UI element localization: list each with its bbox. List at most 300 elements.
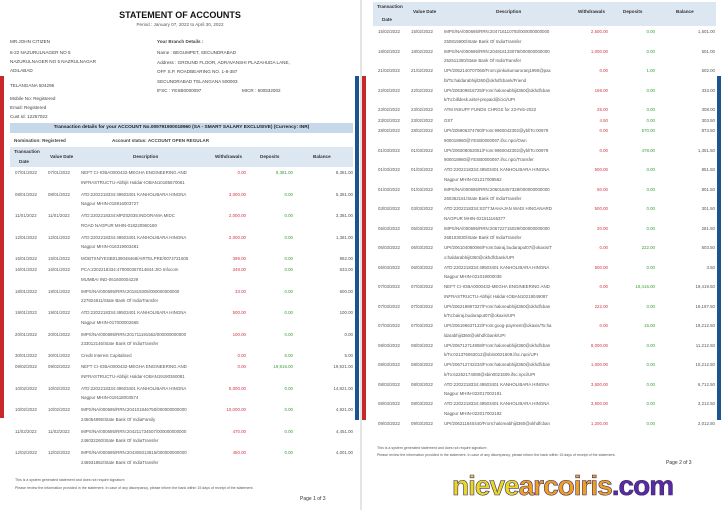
col-header-date-line2: Date	[19, 159, 29, 164]
withdrawal-amount: 20.00	[597, 225, 608, 231]
branch-line: OFF S.P. ROADBEARING NO. 1-8-387	[157, 69, 238, 74]
balance-amount: 851.50	[701, 167, 715, 172]
description-line: NEFT Cr-IOBA0000432-MEGHA ENGINEERING AND	[81, 170, 187, 175]
withdrawal-amount: 222.00	[594, 303, 608, 309]
value-date: 20/01/2022	[48, 331, 70, 337]
withdrawal-amount: 470.00	[232, 428, 246, 434]
deposit-amount: 222.00	[641, 245, 655, 250]
balance-amount: 308.00	[701, 107, 715, 112]
table-row	[0, 450, 360, 472]
table-header	[10, 147, 353, 167]
withdrawal-amount: 0.00	[599, 245, 608, 250]
txn-date: 10/02/2022	[15, 385, 37, 391]
withdrawal-amount: 500.00	[594, 167, 608, 172]
table-row	[362, 284, 722, 304]
txn-date: 18/01/2022	[15, 288, 37, 294]
table-row	[362, 245, 722, 265]
footer-note: This is a system generated statement and does not require signature.	[15, 478, 126, 482]
customer-line: ADILABAD	[10, 68, 33, 73]
table-row	[0, 170, 360, 192]
withdrawal-amount: 8,000.00	[590, 342, 608, 348]
col-header-value-date: Value Date	[413, 9, 437, 14]
description-line: Nagpur MHIN-021019000035	[444, 274, 502, 279]
description-line: k/To:bairaj.budaraput07@okaxis/UPI	[444, 313, 516, 318]
description-line: 900018960@YESB0000097.ifsc.npci/Own	[444, 137, 527, 143]
value-date: 09/02/2022	[48, 364, 70, 369]
value-date: 18/02/2022	[411, 48, 433, 54]
balance-amount: 10,212.50	[695, 362, 715, 367]
value-date: 01/03/2022	[411, 167, 433, 172]
deposit-amount: 0.00	[284, 213, 293, 218]
description-line: UPI/205309816725/From:haloreabhijit360@okhdfcban	[444, 87, 551, 93]
description-line: ATD:2202218334:49503401 KANHOLIBARA HINGNA	[444, 167, 550, 172]
txn-date: 15/01/2022	[15, 256, 37, 261]
txn-date: 09/02/2022	[15, 364, 37, 369]
value-date: 10/02/2022	[48, 385, 70, 391]
value-date: 12/01/2022	[48, 234, 70, 240]
balance-amount: 4,001.00	[335, 450, 353, 455]
col-header-description: Description	[496, 9, 522, 14]
description-line: ldarabhijit360@okhdfcbank/UPI	[444, 332, 506, 338]
withdrawal-amount: 2,000.00	[228, 234, 246, 240]
table-row	[362, 29, 722, 49]
balance-amount: 1,351.50	[697, 147, 715, 153]
deposit-amount: 0.00	[646, 362, 655, 367]
txn-date: 11/01/2022	[15, 213, 37, 218]
withdrawal-amount: 4.50	[599, 117, 608, 123]
value-date: 05/03/2022	[411, 225, 433, 231]
customer-line: Cust Id: 12257022	[10, 114, 48, 119]
deposit-amount: 0.00	[284, 191, 293, 197]
table-row	[0, 364, 360, 386]
deposit-amount: 0.00	[284, 288, 293, 294]
deposit-amount: 0.00	[646, 303, 655, 309]
withdrawal-amount: 2,500.00	[590, 29, 608, 34]
value-date: 19/01/2022	[48, 310, 70, 315]
watermark-part: nieve	[452, 470, 519, 501]
value-date: 01/03/2022	[411, 186, 433, 192]
value-date: 10/02/2022	[48, 407, 70, 412]
description-line: 250815900/State Bank Of IndiaTransfer	[444, 38, 522, 44]
description-line: k/To:021376063012@sbin0021509.ifsc.npci/UPI	[444, 352, 538, 357]
col-header-balance: Balance	[676, 9, 694, 14]
description-line: UPI/206712714958/From:haloreabhijit360@okhdfcban	[444, 342, 551, 348]
txn-date: 18/02/2022	[378, 48, 400, 54]
value-date: 15/02/2022	[411, 29, 433, 34]
description-line: UPI/2052140707060/From:pinkukumaroranj1990@pax	[444, 68, 551, 73]
balance-amount: 501.00	[701, 48, 715, 54]
deposit-amount: 0.00	[646, 167, 655, 172]
deposit-amount: 0.00	[284, 385, 293, 391]
withdrawal-amount: 2,000.00	[228, 213, 246, 218]
txn-date: 07/03/2022	[378, 303, 400, 309]
withdrawal-amount: 349.00	[232, 267, 246, 272]
branch-line: Address : GROUND FLOOR, ADRAVANSHI PLAZAHUDA LANE,	[157, 59, 290, 65]
deposit-amount: 8,381.00	[275, 170, 293, 175]
description-line: NEFT Cr-IOBA0000432-MEGHA ENGINEERING AND	[444, 284, 550, 289]
value-date: 12/02/2022	[48, 450, 70, 455]
balance-amount: 333.00	[701, 87, 715, 93]
nomination: Nomination: Registered	[14, 138, 66, 143]
balance-amount: 19,212.50	[695, 323, 715, 328]
description-line: MUMBAI IND-061600004229	[81, 276, 139, 282]
txn-date: 12/01/2022	[15, 234, 37, 240]
withdrawal-amount: 5,000.00	[228, 385, 246, 391]
col-header-date: Transaction	[377, 4, 403, 9]
description-line: NEFT Cr-IOBA0000432-MEGHA ENGINEERING AND	[81, 364, 187, 369]
deposit-amount: 0.00	[646, 206, 655, 211]
description-line: IMPS/NA/000695/RRN:206018457328/000000000000	[444, 186, 550, 192]
description-line: ATD:2202218334:49503401 KANHOLIBARA HINGNA	[444, 401, 550, 406]
table-row	[0, 407, 360, 429]
table-row	[362, 167, 722, 187]
balance-amount: 633.00	[339, 267, 353, 272]
description-line: ATD:2202218334:49503401 KANHOLIBARA HINGNA	[81, 310, 187, 315]
deposit-amount: 0.00	[646, 29, 655, 34]
withdrawal-amount: 0.00	[599, 323, 608, 328]
customer-line: MR.JOHN CITIZEN	[10, 39, 51, 44]
deposit-amount: 0.00	[284, 256, 293, 261]
withdrawal-amount: 500.00	[594, 264, 608, 270]
col-header-balance: Balance	[313, 154, 331, 159]
value-date: 03/03/2022	[411, 206, 433, 211]
withdrawal-amount: 1,000.00	[590, 362, 608, 367]
deposit-amount: 19,416.00	[635, 284, 655, 289]
description-line: ATM INSUFF FUNDS CHRGS for 23-Feb-2022	[444, 107, 537, 112]
description-line: Nagpur MHIN-021217008562	[444, 176, 502, 182]
description-line: ATD:2202218334:49503401 KANHOLIBARA HINGNA	[444, 381, 550, 387]
value-date: 21/02/2022	[411, 68, 433, 73]
description-line: 268103030/State Bank Of IndiaTransfer	[444, 235, 522, 240]
table-row	[362, 265, 722, 285]
description-line: Credit Interest Capitalised	[81, 353, 132, 358]
description-line: Nagpur MHIN-017000002665	[81, 319, 139, 325]
deposit-amount: 0.00	[646, 186, 655, 192]
deposit-amount: 0.00	[284, 234, 293, 240]
statement-period: Period : January 07, 2022 to April 30, 2022	[136, 22, 224, 27]
description-line: IMPS/NA/000695/RRN:204101846750/000000000000	[81, 407, 187, 412]
table-row	[0, 332, 360, 354]
description-line: UPI/205906374780/From:9960042302@ybl/To:00979	[444, 128, 549, 133]
value-date: 06/03/2022	[411, 245, 433, 250]
description-line: Nagpur MHIN-022017002192	[444, 410, 502, 416]
txn-date: 06/03/2022	[378, 245, 400, 250]
withdrawal-amount: 0.00	[599, 284, 608, 289]
deposit-amount: 0.00	[646, 401, 655, 406]
txn-date: 05/03/2022	[378, 225, 400, 231]
withdrawal-amount: 33.00	[235, 288, 246, 294]
balance-amount: 6,712.50	[697, 381, 715, 387]
withdrawal-amount: 169.00	[594, 87, 608, 93]
description-line: UPI/206211640440/From:haloreabhijit360@okhdfcban	[444, 420, 550, 426]
description-line: IMPS/NA/000695/RRN:204916133079/000000000000	[444, 48, 550, 54]
description-line: ATD:2202218334:49503401 KANHOLIBARA HINGNA	[444, 264, 550, 270]
description-line: IMPS/NA/000695/RRN:201711191562/000000000000	[81, 331, 187, 337]
balance-amount: 8,381.00	[335, 170, 353, 175]
description-line: ATD:2202218334:S377:MAHAJAN WADI HINGANARD	[444, 206, 552, 211]
customer-line: Email: Registered	[10, 105, 47, 110]
value-date: 07/03/2022	[411, 303, 433, 309]
txn-date: 22/02/2022	[378, 87, 400, 93]
col-header-date: Transaction	[14, 149, 40, 154]
balance-amount: 281.50	[701, 225, 715, 231]
description-line: ATD:2202218334:49503401 KANHOLIBARA HINGNA	[81, 191, 187, 197]
balance-amount: 301.50	[701, 206, 715, 211]
value-date: 30/01/2022	[48, 353, 70, 358]
deposit-amount: 0.00	[646, 264, 655, 270]
withdrawal-amount: 0.00	[237, 170, 246, 175]
balance-amount: 303.50	[701, 117, 715, 123]
table-row	[0, 289, 360, 311]
description-line: o:haldarabhijit360@okhdfcbank/UPI	[444, 254, 515, 260]
withdrawal-amount: 399.00	[232, 256, 246, 261]
withdrawal-amount: 0.00	[237, 364, 246, 369]
txn-date: 09/03/2022	[378, 420, 400, 426]
description-line: INFRASTRUCTU-Abhijit Haldar-IOBAN10185670061	[81, 179, 185, 185]
balance-amount: 801.50	[701, 186, 715, 192]
txn-date: 08/03/2022	[378, 401, 400, 406]
balance-amount: 11,212.50	[695, 342, 715, 348]
description-line: Nagpur MHIN-016319003481	[81, 244, 139, 249]
micr-code: MICR : 500532002	[242, 88, 281, 93]
value-date: 23/02/2022	[411, 107, 433, 112]
table-row	[362, 107, 722, 118]
balance-amount: 5,381.00	[335, 191, 353, 197]
deposit-amount: 0.00	[646, 107, 655, 112]
deposit-amount: 478.00	[641, 147, 655, 153]
statement-title: STATEMENT OF ACCOUNTS	[119, 10, 241, 20]
deposit-amount: 0.00	[646, 87, 655, 93]
table-row	[362, 343, 722, 363]
txn-date: 08/03/2022	[378, 381, 400, 387]
txn-date: 01/03/2022	[378, 147, 400, 153]
withdrawal-amount: 0.00	[599, 147, 608, 153]
value-date: 08/03/2022	[411, 401, 433, 406]
footer-note: This is a system generated statement and does not require signature.	[377, 446, 488, 450]
description-line: 252511300/State Bank Of IndiaTransfer	[444, 58, 522, 63]
deposit-amount: 0.00	[646, 48, 655, 54]
customer-line: 8-22 NAZURULNAGER NO 5	[10, 50, 71, 55]
txn-date: 12/02/2022	[15, 450, 37, 455]
balance-amount: 600.00	[339, 288, 353, 294]
balance-amount: 3,212.50	[697, 401, 715, 406]
txn-date: 11/02/2022	[15, 428, 37, 434]
description-line: IMPS/NA/000695/RRN:204211734507/000000000000	[81, 428, 187, 434]
txn-date: 07/03/2022	[378, 284, 400, 289]
txn-date: 03/03/2022	[378, 206, 400, 211]
txn-date: 16/01/2022	[15, 267, 37, 272]
description-line: bl/To:haldarabhijit360@okhdfcbank/Friend	[444, 77, 527, 83]
balance-amount: 19,921.00	[333, 364, 353, 369]
value-date: 07/01/2022	[48, 170, 70, 175]
statement-page-2	[362, 0, 722, 510]
table-row	[0, 235, 360, 257]
table-row	[362, 421, 722, 432]
description-line: Nagpur MHIN-015916003727	[81, 201, 139, 206]
txn-date: 08/03/2022	[378, 362, 400, 367]
table-row	[362, 382, 722, 402]
description-line: k/To:billdesk.airtel-prepaid@icici/UPI	[444, 97, 516, 102]
ifsc-code: IFSC : YESB0000097	[157, 88, 202, 93]
description-line: UPI/206104080066/From:bairaj.budaraput07@okaxis/T	[444, 245, 552, 250]
branch-line: Name : BEGUMPET, SECUNDRABAD	[157, 50, 237, 55]
table-row	[362, 206, 722, 226]
branch-line: SECUNDRABAD TELANGANA 500003	[157, 78, 238, 84]
col-header-withdrawals: Withdrawals	[578, 9, 606, 14]
table-row	[362, 118, 722, 129]
withdrawal-amount: 25.00	[597, 107, 608, 112]
deposit-amount: 0.00	[284, 428, 293, 434]
account-band: Transaction details for your ACCOUNT No.009791900018960 (SA - SMART SALARY EXCLUSIVE) (Currency: INR)	[10, 123, 353, 133]
description-line: Nagpur MHIN-019118003574	[81, 395, 139, 400]
withdrawal-amount: 10,000.00	[226, 407, 246, 412]
balance-amount: 100.00	[339, 310, 353, 315]
watermark-part: .com	[611, 470, 674, 501]
table-row	[362, 148, 722, 168]
withdrawal-amount: 3,500.00	[590, 381, 608, 387]
txn-date: 20/01/2022	[15, 331, 37, 337]
withdrawal-amount: 1,000.00	[590, 48, 608, 54]
txn-date: 08/03/2022	[378, 342, 400, 348]
description-line: ROAD NAGPUR MHIN-018220960180	[81, 222, 157, 228]
deposit-amount: 0.00	[646, 117, 655, 123]
description-line: MOBTXN/YESB0139048468/AIRTELPRE/0074721505	[81, 256, 189, 261]
txn-date: 10/02/2022	[15, 407, 37, 412]
statement-page-1	[0, 0, 360, 510]
table-row	[362, 401, 722, 421]
value-date: 15/01/2022	[48, 256, 70, 261]
description-line: ATD:2202218334:49503401 KANHOLIBARA HINGNA	[81, 385, 187, 391]
balance-amount: 2,012.50	[697, 420, 715, 426]
balance-amount: 982.00	[339, 256, 353, 261]
deposit-amount: 0.00	[646, 342, 655, 348]
balance-amount: 19,419.50	[695, 284, 715, 289]
description-line: IMPS/NA/000695/RRN:201819305/000000000000	[81, 288, 180, 294]
description-line: INFRASTRUCTU-Abhijit Haldar-IOBAN19190360081	[81, 373, 185, 379]
table-row	[0, 386, 360, 408]
description-line: 233012146/State Bank Of IndiaTransfer	[81, 341, 159, 346]
deposit-amount: 0.00	[646, 381, 655, 387]
txn-date: 01/03/2022	[378, 167, 400, 172]
description-line: UPI/206219897327/From:haloreabhijit360@okhdfcban	[444, 303, 551, 309]
withdrawal-amount: 3,000.00	[228, 191, 246, 197]
value-date: 08/03/2022	[411, 381, 433, 387]
description-line: 246931862/State Bank Of IndiaTransfer	[81, 459, 159, 465]
col-header-date-line2: Date	[382, 17, 392, 22]
deposit-amount: 0.00	[284, 450, 293, 455]
deposit-amount: 570.00	[641, 128, 655, 133]
description-line: UPI/206712742234/From:haloreabhijit360@okhdfcban	[444, 362, 551, 367]
table-row	[362, 49, 722, 69]
value-date: 08/03/2022	[411, 342, 433, 348]
footer-disclaimer: Please review the information provided in the statement. In case of any discrepancy, please inform the bank within 15 days of receipt of the statement.	[15, 486, 254, 490]
value-date: 11/02/2022	[48, 428, 70, 434]
col-header-withdrawals: Withdrawals	[215, 154, 243, 159]
balance-amount: 3,381.00	[335, 213, 353, 218]
customer-line: TELANGANA 504296	[10, 83, 55, 88]
balance-amount: 4,451.00	[335, 428, 353, 434]
deposit-amount: 15.00	[644, 323, 655, 328]
table-header	[373, 2, 716, 26]
balance-amount: 502.00	[701, 68, 715, 73]
withdrawal-amount: 50.00	[597, 186, 608, 192]
description-line: 246032260/State Bank Of IndiaTransfer	[81, 438, 159, 443]
withdrawal-amount: 1,200.00	[590, 420, 608, 426]
footer-disclaimer: Please review the information provided in the statement. In case of any discrepancy, please inform the bank within 15 days of receipt of the statement.	[377, 453, 616, 457]
description-line: 900018960@YESB0000097.ifsc.npci/Transfer	[444, 157, 534, 162]
description-line: IMPS/NA/000695/RRN:204716110793/000000000000	[444, 29, 550, 34]
value-date: 18/01/2022	[48, 288, 70, 294]
value-date: 09/03/2022	[411, 420, 433, 426]
description-line: INFRASTRUCTU-Abhijit Haldar-IOBAN10219049087	[444, 293, 548, 299]
watermark-logo	[452, 470, 673, 502]
value-date: 08/03/2022	[411, 362, 433, 367]
description-line: GST	[444, 117, 454, 123]
table-row	[0, 310, 360, 332]
withdrawal-amount: 500.00	[232, 310, 246, 315]
table-row	[362, 323, 722, 343]
txn-date: 28/02/2022	[378, 128, 400, 133]
txn-date: 07/03/2022	[378, 323, 400, 328]
description-line: NAGPUR MHIN-021511165377	[444, 215, 506, 221]
description-line: PCA:2202218334:470000367014844:JIO Infocom	[81, 267, 179, 272]
deposit-amount: 0.00	[646, 420, 655, 426]
description-line: 245054895/State Bank Of IndiaFamily	[81, 416, 156, 422]
col-header-deposits: Deposits	[260, 154, 280, 159]
withdrawal-amount: 0.00	[237, 353, 246, 358]
deposit-amount: 0.00	[284, 310, 293, 315]
branch-heading: Your Branch Details :	[157, 39, 204, 44]
col-header-value-date: Value Date	[50, 154, 74, 159]
value-date: 01/03/2022	[411, 147, 433, 153]
deposit-amount: 0.00	[284, 267, 293, 272]
value-date: 08/01/2022	[48, 191, 70, 197]
withdrawal-amount: 0.00	[599, 128, 608, 133]
deposit-amount: 1.00	[646, 68, 655, 73]
description-line: k/To:62262174080@sbin0021509.ifsc.npci/UPI	[444, 371, 536, 377]
balance-amount: 19,197.50	[695, 303, 715, 309]
col-header-description: Description	[133, 154, 159, 159]
value-date: 07/03/2022	[411, 284, 433, 289]
txn-date: 19/01/2022	[15, 310, 37, 315]
withdrawal-amount: 100.00	[232, 331, 246, 337]
txn-date: 08/01/2022	[15, 191, 37, 197]
withdrawal-amount: 0.00	[599, 68, 608, 73]
txn-date: 23/02/2022	[378, 117, 400, 123]
page-number: Page 2 of 3	[666, 460, 692, 466]
txn-date: 21/02/2022	[378, 68, 400, 73]
deposit-amount: 5.00	[284, 353, 293, 358]
table-row	[0, 429, 360, 451]
description-line: ATD:2202218334:MPZ02035:INDORAMA MIDC	[81, 213, 175, 218]
balance-amount: 4,921.00	[335, 407, 353, 412]
value-date: 28/02/2022	[411, 128, 433, 133]
table-row	[0, 213, 360, 235]
txn-date: 06/03/2022	[378, 264, 400, 270]
value-date: 07/03/2022	[411, 323, 433, 328]
description-line: Nagpur MHIN-022017002191	[444, 391, 502, 396]
withdrawal-amount: 500.00	[594, 206, 608, 211]
table-row	[0, 267, 360, 289]
description-line: ATD:2202218334:49503401 KANHOLIBARA HINGNA	[81, 234, 187, 240]
table-row	[362, 88, 722, 108]
description-line: UPI/206008052051/From:9960042302@ybl/To:00979	[444, 147, 549, 153]
table-row	[362, 362, 722, 382]
watermark-part: arcoiris	[518, 470, 612, 501]
col-header-deposits: Deposits	[623, 9, 643, 14]
table-row	[362, 128, 722, 148]
value-date: 16/01/2022	[48, 267, 70, 272]
